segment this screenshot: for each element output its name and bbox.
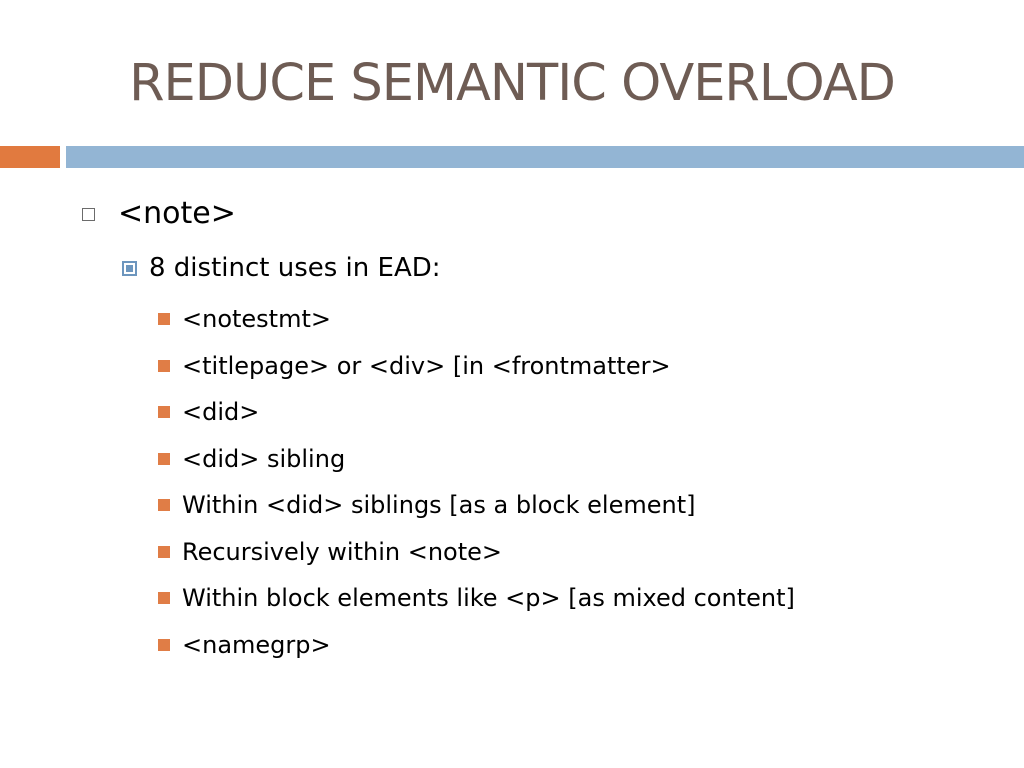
- solid-square-bullet-icon: [158, 313, 170, 325]
- list-item: [158, 389, 795, 436]
- bullet-level1-text: <note>: [118, 195, 236, 231]
- hollow-square-bullet-icon: [82, 208, 95, 221]
- list-item: [158, 529, 795, 576]
- list-item-text: <titlepage> or <div> [in <frontmatter>: [182, 351, 671, 380]
- list-item-text: <did>: [182, 398, 260, 427]
- list-item: [158, 436, 795, 483]
- list-item-text: <notestmt>: [182, 305, 331, 334]
- title-divider-accent: [0, 146, 60, 168]
- list-item: [158, 296, 795, 343]
- solid-square-bullet-icon: [158, 592, 170, 604]
- list-item-text: Within <did> siblings [as a block element]: [182, 491, 696, 520]
- solid-square-bullet-icon: [158, 546, 170, 558]
- list-item-text: <did> sibling: [182, 444, 346, 473]
- solid-square-bullet-icon: [158, 499, 170, 511]
- bullet-level2-text: 8 distinct uses in EAD:: [149, 253, 441, 283]
- bullet-level2: [122, 250, 441, 286]
- solid-square-bullet-icon: [158, 453, 170, 465]
- bullet-level1: [82, 193, 236, 233]
- solid-square-bullet-icon: [158, 360, 170, 372]
- solid-square-bullet-icon: [158, 406, 170, 418]
- list-item: [158, 343, 795, 390]
- framed-square-bullet-icon: [122, 261, 137, 276]
- solid-square-bullet-icon: [158, 639, 170, 651]
- bullet-level3-list: [158, 296, 795, 668]
- title-divider-bar: [66, 146, 1024, 168]
- slide-title: REDUCE SEMANTIC OVERLOAD: [129, 54, 895, 113]
- list-item-text: <namegrp>: [182, 630, 331, 659]
- list-item-text: Recursively within <note>: [182, 537, 502, 566]
- list-item: [158, 622, 795, 669]
- list-item-text: Within block elements like <p> [as mixed content]: [182, 584, 795, 613]
- list-item: [158, 482, 795, 529]
- list-item: [158, 575, 795, 622]
